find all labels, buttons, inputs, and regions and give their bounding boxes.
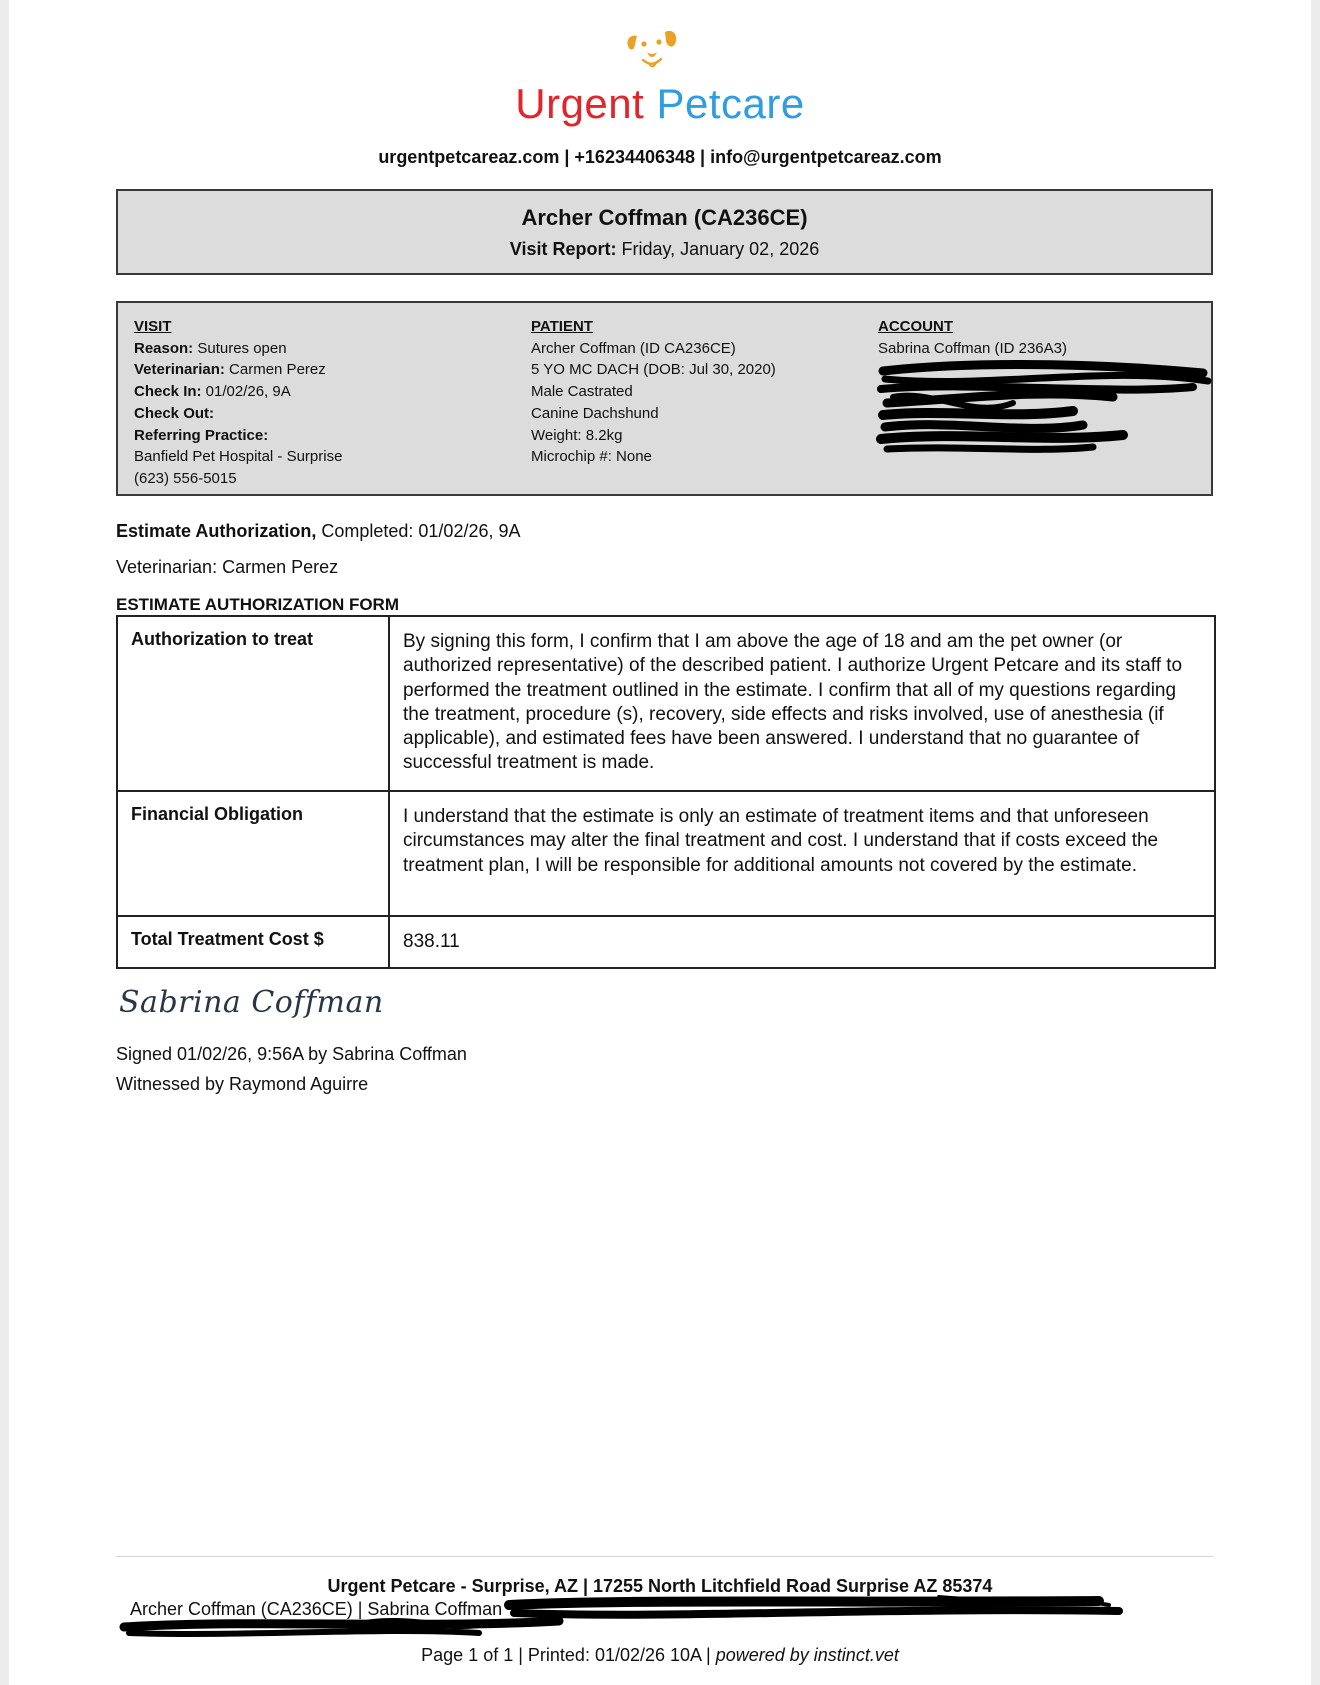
table-row xyxy=(117,916,1215,968)
brand-urgent: Urgent xyxy=(515,80,645,127)
estimate-title: Estimate Authorization, xyxy=(116,521,317,541)
estimate-authorization-line xyxy=(116,521,521,542)
redacted-city xyxy=(878,381,1198,403)
redacted-email xyxy=(878,424,1198,446)
footer-divider xyxy=(116,1556,1213,1557)
footer-clinic-line: Urgent Petcare - Surprise, AZ | 17255 North Litchfield Road Surprise AZ 85374 xyxy=(327,1576,993,1596)
row-value: By signing this form, I confirm that I am above the age of 18 and am the pet owner (or authorized representative) of the described patient. I authorize Urgent Petcare and its staff to performed the treatment outlined in the estimate. I confirm that all of my questions regarding the treatment, procedure (s), recovery, side effects and risks involved, use of anesthesia (if applicable), and estimated fees have been answered. I understand that no guarantee of successful treatment is made. xyxy=(389,616,1215,791)
signature: Sabrina Coffman xyxy=(119,985,384,1020)
powered-by: powered by instinct.vet xyxy=(715,1645,899,1665)
row-label: Authorization to treat xyxy=(117,616,389,791)
patient-heading: PATIENT xyxy=(531,318,593,335)
signed-line: Signed 01/02/26, 9:56A by Sabrina Coffman xyxy=(116,1044,467,1064)
visit-reason xyxy=(134,338,494,360)
visit-title-box xyxy=(116,189,1213,275)
patient-species: Canine Dachshund xyxy=(531,404,659,422)
veterinarian-label: Veterinarian: xyxy=(134,361,225,379)
referring-practice: Banfield Pet Hospital - Surprise xyxy=(134,448,343,466)
account-column xyxy=(878,316,1198,446)
patient-sex: Male Castrated xyxy=(531,383,633,401)
patient-name-id: Archer Coffman (ID CA236CE) xyxy=(531,339,736,357)
visit-veterinarian xyxy=(134,359,494,381)
visit-referring-label xyxy=(134,425,494,447)
patient-column xyxy=(531,316,861,468)
patient-microchip: Microchip #: None xyxy=(531,448,652,466)
witness-line: Witnessed by Raymond Aguirre xyxy=(116,1074,369,1094)
visit-heading: VISIT xyxy=(134,318,172,335)
row-label: Total Treatment Cost $ xyxy=(117,916,389,968)
page-info: Page 1 of 1 | Printed: 01/02/26 10A | xyxy=(421,1645,716,1665)
row-value: I understand that the estimate is only an estimate of treatment items and that unforeseen circumstances may alter the final treatment and cost. I understand that if costs exceed the treatment plan, I will be responsible for additional amounts not covered by the estimate. xyxy=(389,791,1215,916)
visit-report-label: Visit Report: xyxy=(509,239,617,259)
patient-title: Archer Coffman (CA236CE) xyxy=(521,205,808,230)
estimate-authorization-table xyxy=(116,615,1216,969)
total-cost-value: 838.11 xyxy=(389,916,1215,968)
visit-check-in xyxy=(134,381,494,403)
table-row xyxy=(117,791,1215,916)
brand-title xyxy=(9,80,1311,128)
referring-phone: (623) 556-5015 xyxy=(134,469,237,487)
footer-page-line xyxy=(9,1645,1311,1666)
estimate-completed: Completed: 01/02/26, 9A xyxy=(316,521,521,541)
dog-face-icon xyxy=(623,26,681,72)
form-heading: ESTIMATE AUTHORIZATION FORM xyxy=(116,595,399,614)
row-label: Financial Obligation xyxy=(117,791,389,916)
redacted-phone xyxy=(878,403,1198,425)
patient-weight: Weight: 8.2kg xyxy=(531,426,623,444)
estimate-veterinarian: Veterinarian: Carmen Perez xyxy=(116,557,339,577)
reason-label: Reason: xyxy=(134,339,194,357)
referring-label: Referring Practice: xyxy=(134,426,269,444)
info-box xyxy=(116,301,1213,496)
table-row xyxy=(117,616,1215,791)
account-name-id: Sabrina Coffman (ID 236A3) xyxy=(878,339,1067,357)
check-out-label: Check Out: xyxy=(134,404,215,422)
footer-patient-line: Archer Coffman (CA236CE) | Sabrina Coffman xyxy=(130,1599,503,1619)
visit-report-line xyxy=(118,239,1211,260)
veterinarian-value: Carmen Perez xyxy=(224,361,326,379)
visit-column xyxy=(134,316,494,490)
brand-petcare: Petcare xyxy=(656,80,805,127)
visit-report-date: Friday, January 02, 2026 xyxy=(616,239,820,259)
document-page xyxy=(9,0,1311,1685)
redacted-address xyxy=(878,359,1198,381)
patient-age-dob: 5 YO MC DACH (DOB: Jul 30, 2020) xyxy=(531,361,776,379)
check-in-label: Check In: xyxy=(134,383,202,401)
check-in-value: 01/02/26, 9A xyxy=(201,383,291,401)
contact-line: urgentpetcareaz.com | +16234406348 | info@urgentpetcareaz.com xyxy=(378,147,942,167)
visit-check-out xyxy=(134,403,494,425)
account-heading: ACCOUNT xyxy=(878,318,953,335)
reason-value: Sutures open xyxy=(193,339,287,357)
